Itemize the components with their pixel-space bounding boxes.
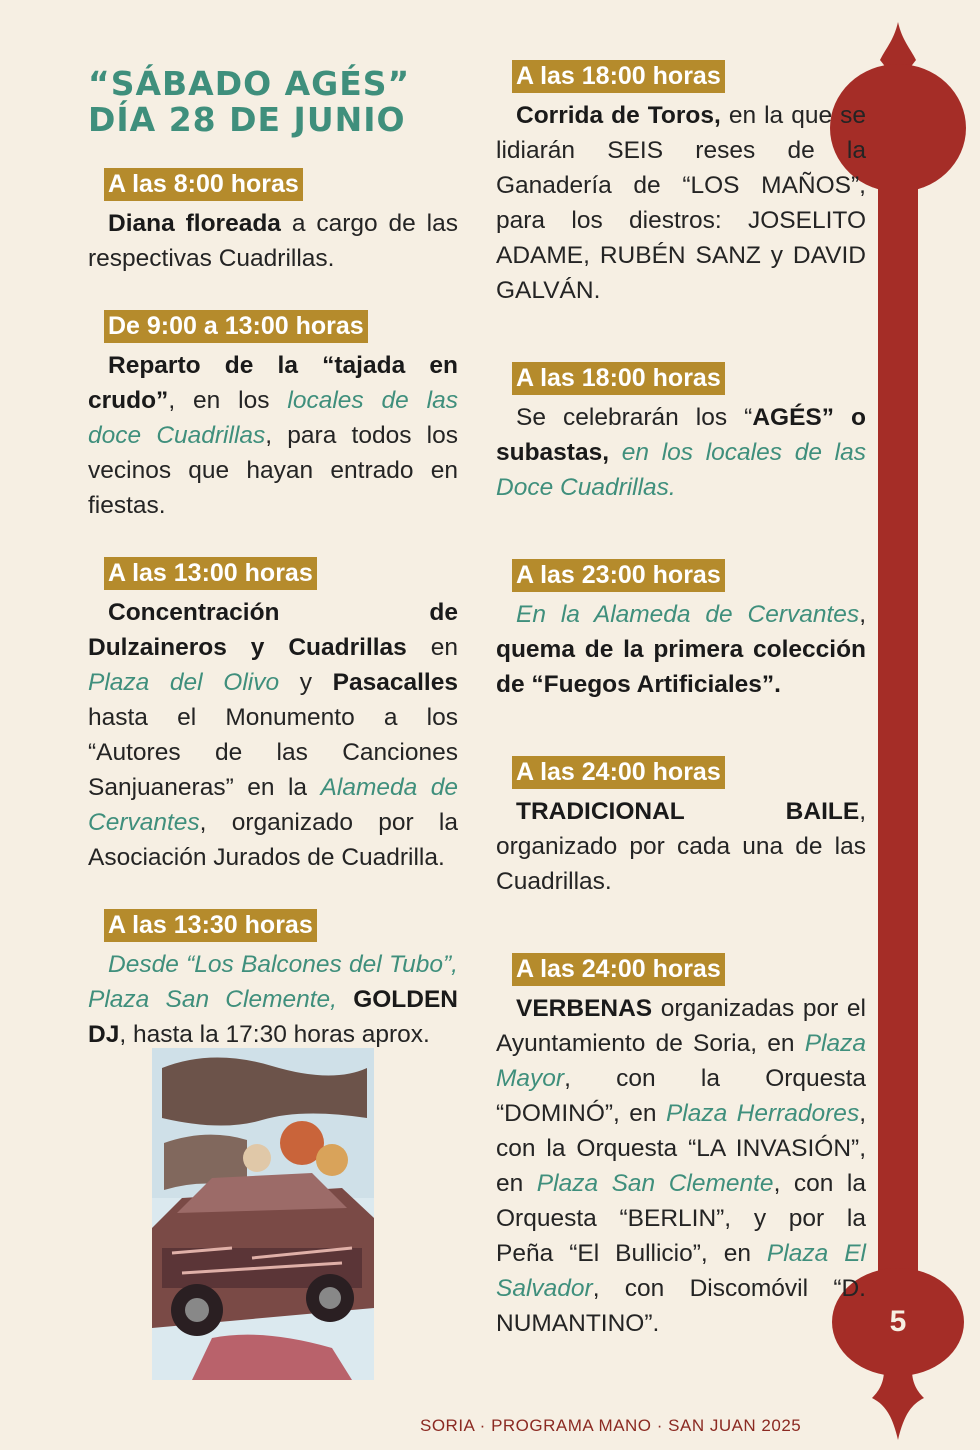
event-highlight: TRADICIONAL BAILE [516,798,860,825]
right-column [496,60,866,1395]
page-footer: SORIA · PROGRAMA MANO · SAN JUAN 2025 [420,1416,802,1435]
event-description [88,947,458,1052]
left-column [88,66,458,1086]
event-highlight: AGÉS” o subastas, [496,404,866,466]
event-item [88,909,458,1052]
event-location: en los locales de las Doce Cuadrillas. [496,439,866,501]
event-text: , hasta la 17:30 horas aprox. [119,1021,430,1048]
event-text: hasta el Monumento a los “Autores de las Canciones Sanjuaneras” en la [88,704,458,801]
event-item [88,168,458,276]
event-time-badge: A las 13:00 horas [104,557,317,590]
event-description [496,597,866,702]
event-highlight: VERBENAS [516,995,653,1022]
event-text: , con la Orquesta “LA INVASIÓN”, en [496,1100,866,1197]
event-description [496,794,866,899]
event-highlight: Pasacalles [332,669,458,696]
event-item [496,559,866,702]
event-location: Plaza Herradores [665,1100,860,1127]
event-location: Plaza del Olivo [88,669,280,696]
event-time-badge: A las 18:00 horas [512,60,725,93]
event-highlight: Concentración de Dulzaineros y Cuadrillas [88,599,458,661]
event-text: a cargo de las respectivas Cuadrillas. [88,210,458,272]
event-description [88,595,458,875]
event-item [496,756,866,899]
event-text [337,986,353,1013]
event-location: Plaza San Clemente [536,1170,774,1197]
event-highlight: Corrida de Toros, [516,102,721,129]
event-time-badge: A las 24:00 horas [512,756,725,789]
event-time-badge: De 9:00 a 13:00 horas [104,310,368,343]
event-text: Se celebrarán los “ [516,404,753,431]
event-time-badge: A las 24:00 horas [512,953,725,986]
event-highlight: Reparto de la “tajada en crudo” [88,352,458,414]
event-location: locales de las doce Cuadrillas [88,387,458,449]
event-highlight: quema de la primera colección de “Fuegos Artificiales”. [496,636,866,698]
event-location: En la Alameda de Cervantes [516,601,860,628]
event-description [496,991,866,1341]
event-text: y [279,669,333,696]
event-description [88,206,458,276]
event-text: , en los [168,387,288,414]
event-highlight: Diana floreada [108,210,281,237]
event-text: , para todos los vecinos que hayan entrado en fiestas. [88,422,458,519]
event-time-badge: A las 18:00 horas [512,362,725,395]
event-time-badge: A las 8:00 horas [104,168,303,201]
event-location: Alameda de Cervantes [88,774,458,836]
event-text: , con Discomóvil “D. NUMANTINO”. [496,1275,866,1337]
page-subtitle: DÍA 28 DE JUNIO [88,100,406,139]
event-description [496,400,866,505]
event-highlight: GOLDEN DJ [88,986,458,1048]
event-text: organizadas por el Ayuntamiento de Soria, en [496,995,866,1057]
event-item [496,953,866,1341]
event-location: Plaza El Salvador [496,1240,866,1302]
event-text: en la que se lidiarán SEIS reses de la Ganadería de “LOS MAÑOS”, para los diestros: JOSELITO ADAME, RUBÉN SANZ y DAVID GALVÁN. [496,102,866,304]
page-title: “SÁBADO AGÉS” [88,64,411,103]
event-text [609,439,622,466]
event-text: , con la Orquesta “DOMINÓ”, en [496,1065,866,1127]
event-location: Desde “Los Balcones del Tubo”, Plaza San Clemente, [88,951,458,1013]
page-number: 5 [889,1305,907,1338]
event-text: , organizado por cada una de las Cuadrillas. [496,798,866,895]
event-time-badge: A las 23:00 horas [512,559,725,592]
left-event-list [88,168,458,1052]
event-item [496,60,866,308]
event-item [496,362,866,505]
event-item [88,557,458,875]
event-text: , con la Orquesta “BERLIN”, y por la Peña “El Bullicio”, en [496,1170,866,1267]
right-event-list [496,60,866,1341]
event-text: , organizado por la Asociación Jurados de Cuadrilla. [88,809,458,871]
event-item [88,310,458,523]
event-location: Plaza Mayor [496,1030,866,1092]
event-text: en [406,634,458,661]
event-text: , [859,601,866,628]
event-time-badge: A las 13:30 horas [104,909,317,942]
event-description [88,348,458,523]
cuadrilla-poster-illustration [152,1048,374,1380]
event-description [496,98,866,308]
